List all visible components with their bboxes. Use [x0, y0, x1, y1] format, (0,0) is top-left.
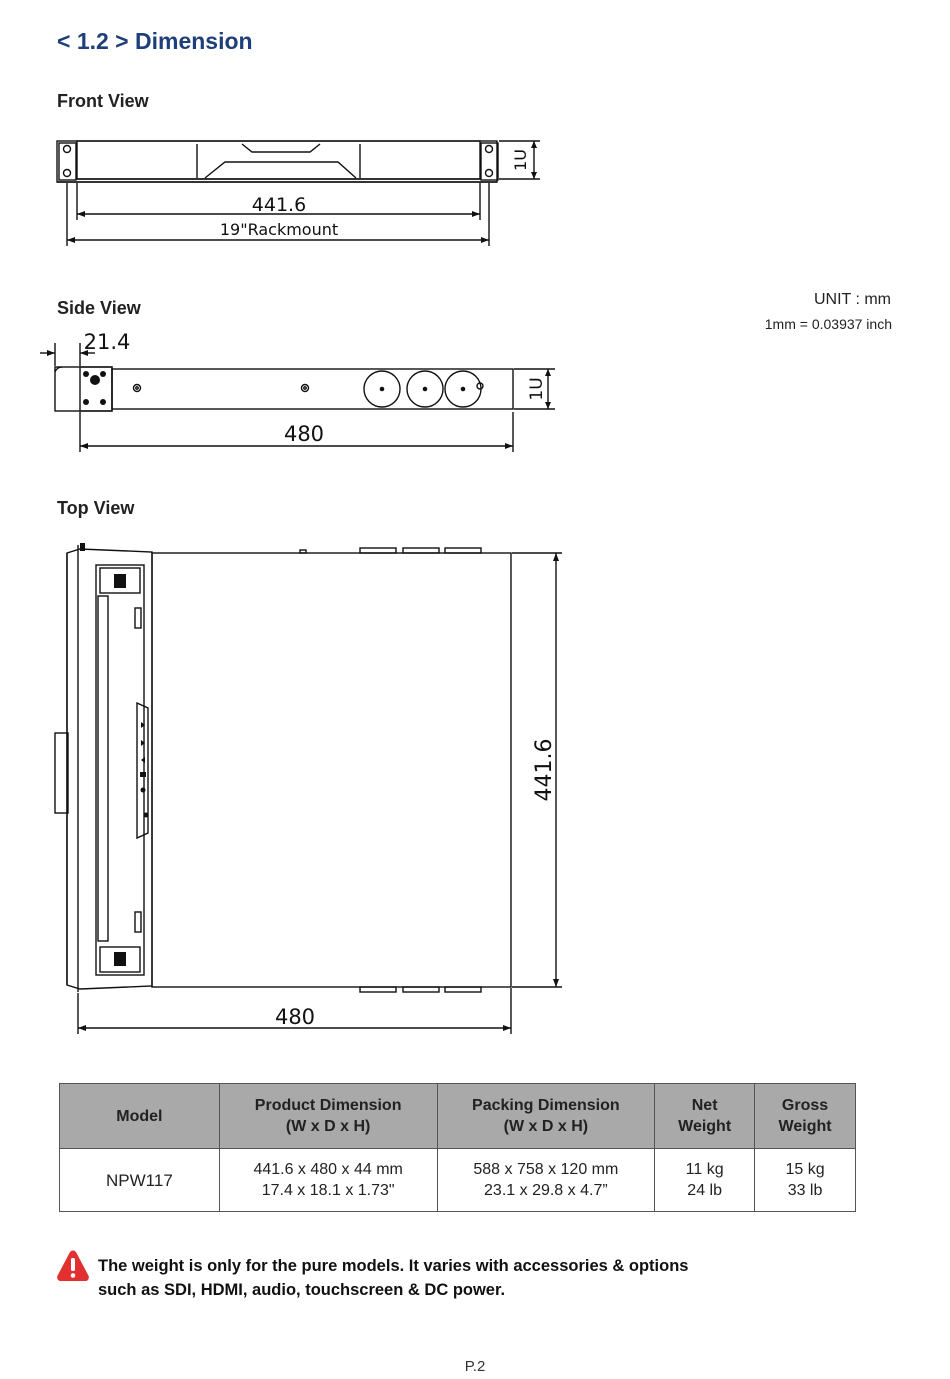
- top-view-heading: Top View: [57, 498, 135, 518]
- front-width-label: 441.6: [251, 194, 307, 216]
- header-model: Model: [60, 1084, 220, 1149]
- cell-gross-weight: 15 kg 33 lb: [755, 1149, 856, 1212]
- front-rack-label: 19"Rackmount: [219, 220, 339, 239]
- top-width-label: 441.6: [532, 738, 557, 802]
- cell-packing-dimension: 588 x 758 x 120 mm 23.1 x 29.8 x 4.7”: [437, 1149, 655, 1212]
- header-product-dimension: Product Dimension (W x D x H): [219, 1084, 437, 1149]
- page-number: P.2: [464, 1358, 486, 1375]
- page-title: < 1.2 > Dimension: [57, 28, 253, 54]
- table-header-row: [60, 1084, 856, 1149]
- side-view-heading: Side View: [57, 298, 141, 318]
- warning-icon: [56, 1249, 90, 1283]
- side-height-label: 1U: [527, 377, 547, 401]
- header-net-weight: Net Weight: [655, 1084, 755, 1149]
- warning-line-2: such as SDI, HDMI, audio, touchscreen & DC power.: [98, 1281, 506, 1299]
- cell-product-dimension: 441.6 x 480 x 44 mm 17.4 x 18.1 x 1.73": [219, 1149, 437, 1212]
- front-view-heading: Front View: [57, 91, 149, 111]
- warning-text: [98, 1254, 798, 1302]
- warning-line-1: The weight is only for the pure models. It varies with accessories & options: [98, 1257, 689, 1275]
- front-height-label: 1U: [511, 149, 530, 171]
- cell-model: NPW117: [60, 1149, 220, 1212]
- unit-label: UNIT : mm: [813, 291, 891, 308]
- table-row: [60, 1149, 856, 1212]
- unit-conversion: 1mm = 0.03937 inch: [764, 316, 892, 332]
- header-gross-weight: Gross Weight: [755, 1084, 856, 1149]
- top-depth-label: 480: [274, 1005, 316, 1029]
- side-offset-label: 21.4: [83, 330, 131, 354]
- cell-net-weight: 11 kg 24 lb: [655, 1149, 755, 1212]
- header-packing-dimension: Packing Dimension (W x D x H): [437, 1084, 655, 1149]
- side-depth-label: 480: [283, 422, 325, 446]
- spec-table: [59, 1083, 856, 1212]
